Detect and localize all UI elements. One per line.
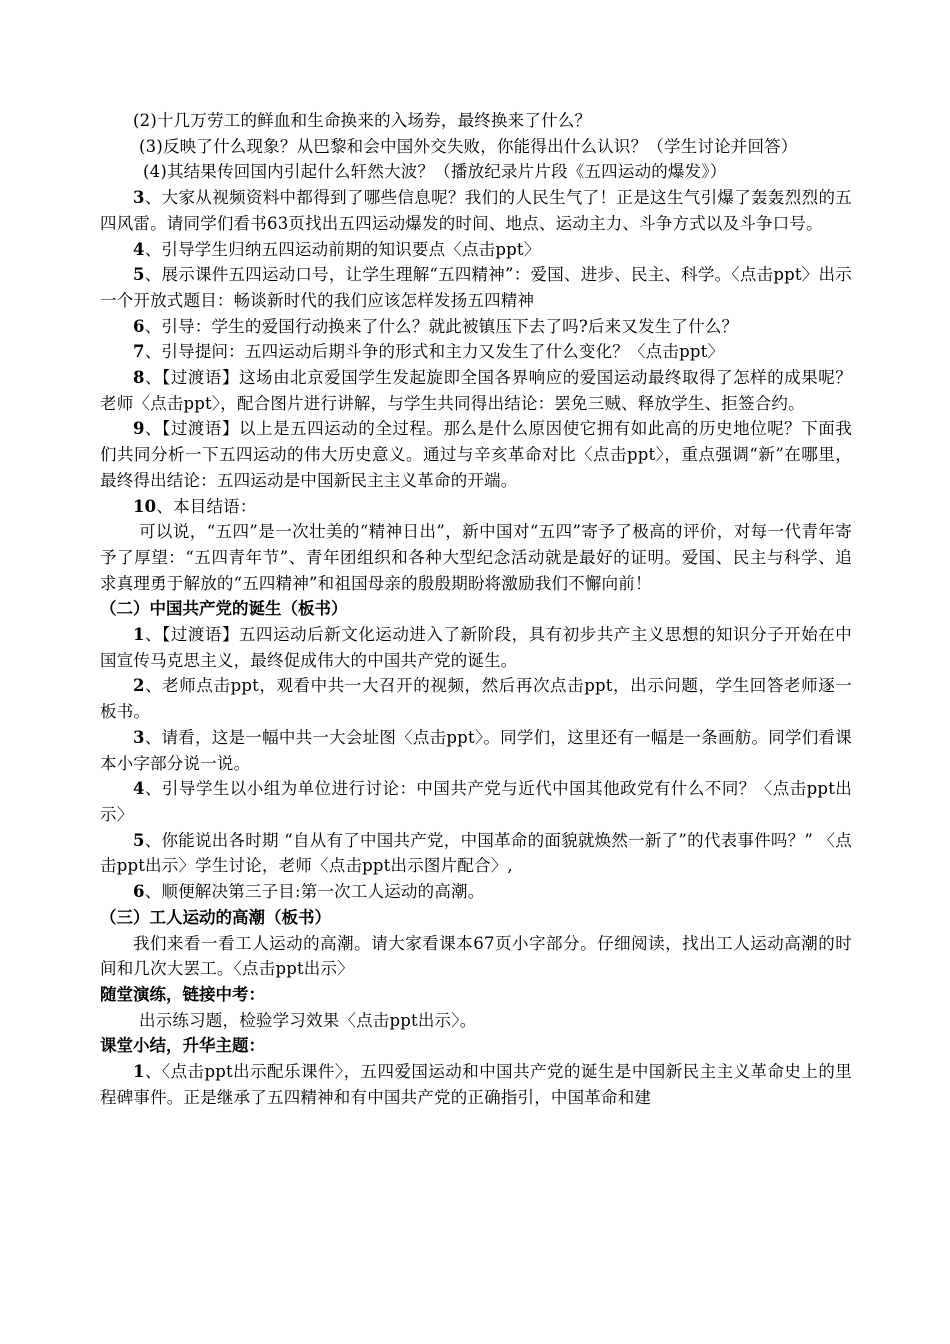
item-number: 8: [133, 368, 145, 388]
paragraph: [100, 365, 869, 416]
paragraph-text: 我们来看一看工人运动的高潮。请大家看课本67页小字部分。仔细阅读，找出工人运动高潮的时间和几次大罢工。〈点击ppt出示〉: [100, 933, 852, 979]
paragraph: [100, 1008, 852, 1034]
paragraph-text: 、你能说出各时期 “自从有了中国共产党，中国革命的面貌就焕然一新了”的代表事件吗？” 〈点击ppt出示〉学生讨论，老师〈点击ppt出示图片配合〉,: [100, 830, 852, 876]
item-number: 3: [133, 727, 145, 747]
item-number: 3: [133, 188, 145, 208]
paragraph-text: (4)其结果传回国内引起什么轩然大波？（播放纪录片片段《五四运动的爆发》）: [143, 162, 727, 182]
paragraph-text: 、引导学生归纳五四运动前期的知识要点〈点击ppt〉: [144, 239, 541, 259]
paragraph: [100, 416, 852, 493]
item-number: 5: [133, 830, 145, 850]
item-number: 4: [133, 239, 145, 259]
paragraph: [100, 828, 852, 879]
paragraph-text: 、大家从视频资料中都得到了哪些信息呢？我们的人民生气了！正是这生气引爆了轰轰烈烈的五四风雷。请同学们看书63页找出五四运动爆发的时间、地点、运动主力、斗争方式以及斗争口号。: [100, 188, 852, 233]
paragraph: [100, 339, 852, 365]
paragraph: [100, 1059, 852, 1110]
paragraph: [100, 314, 852, 340]
paragraph: [100, 725, 852, 776]
item-number: 10: [133, 496, 157, 516]
paragraph-text: 、展示课件五四运动口号，让学生理解“五四精神”：爱国、进步、民主、科学。〈点击ppt〉出示一个开放式题目：畅谈新时代的我们应该怎样发扬五四精神: [100, 265, 852, 310]
paragraph-text: (2)十几万劳工的鲜血和生命换来的入场券，最终换来了什么？: [133, 111, 592, 130]
paragraph-text: 、老师点击ppt，观看中共一大召开的视频，然后再次点击ppt，出示问题，学生回答老师逐一板书。: [100, 676, 852, 722]
paragraph-text: 、本目结语：: [156, 496, 257, 516]
section-heading: [100, 596, 852, 622]
document-page: [100, 108, 869, 1110]
section-heading: [100, 1033, 852, 1059]
item-number: 1: [133, 1062, 145, 1082]
paragraph: [100, 134, 852, 160]
paragraph-text: 、〈点击ppt出示配乐课件〉，五四爱国运动和中国共产党的诞生是中国新民主主义革命史上的里程碑事件。正是继承了五四精神和有中国共产党的正确指引，中国革命和建: [100, 1062, 852, 1107]
paragraph-text: 、引导：学生的爱国行动换来了什么？就此被镇压下去了吗?后来又发生了什么？: [144, 316, 739, 336]
paragraph: [100, 931, 852, 982]
paragraph: [100, 776, 852, 827]
item-number: 6: [133, 882, 145, 902]
paragraph-text: (3)反映了什么现象？从巴黎和会中国外交失败，你能得出什么认识？（学生讨论并回答）: [139, 136, 798, 156]
paragraph-text: （三）工人运动的高潮（板书）: [100, 907, 331, 927]
paragraph-text: 、【过渡语】五四运动后新文化运动进入了新阶段，具有初步共产主义思想的知识分子开始在中国宣传马克思主义，最终促成伟大的中国共产党的诞生。: [100, 625, 852, 670]
paragraph-text: 出示练习题，检验学习效果〈点击ppt出示〉。: [139, 1010, 477, 1030]
section-heading: [100, 905, 852, 931]
paragraph: [100, 237, 852, 263]
item-number: 5: [133, 265, 145, 285]
paragraph-text: 、引导提问：五四运动后期斗争的形式和主力又发生了什么变化？〈点击ppt〉: [144, 342, 725, 362]
paragraph-text: 、请看，这是一幅中共一大会址图〈点击ppt〉。同学们，这里还有一幅是一条画舫。同学们看课本小字部分说一说。: [100, 727, 852, 773]
paragraph: [100, 185, 852, 236]
item-number: 6: [133, 316, 145, 336]
item-number: 2: [133, 676, 145, 696]
paragraph-text: 、【过渡语】这场由北京爱国学生发起旋即全国各界响应的爱国运动最终取得了怎样的成果呢？ 老师〈点击ppt〉，配合图片进行讲解，与学生共同得出结论：罢免三贼、释放学生、拒签合约。: [100, 368, 869, 413]
item-number: 7: [133, 342, 145, 362]
paragraph: [100, 108, 852, 134]
paragraph-text: 、引导学生以小组为单位进行讨论：中国共产党与近代中国其他政党有什么不同？〈点击ppt出示〉: [100, 779, 852, 824]
paragraph: [100, 673, 852, 724]
paragraph: [100, 879, 852, 905]
item-number: 9: [133, 419, 145, 439]
paragraph: [100, 622, 852, 673]
item-number: 4: [133, 779, 145, 799]
section-heading: [100, 982, 852, 1008]
paragraph-text: 随堂演练，链接中考：: [100, 984, 265, 1004]
paragraph: [100, 494, 852, 520]
paragraph-text: 课堂小结，升华主题：: [100, 1036, 265, 1056]
paragraph-text: 、【过渡语】以上是五四运动的全过程。那么是什么原因使它拥有如此高的历史地位呢？下面我们共同分析一下五四运动的伟大历史意义。通过与辛亥革命对比〈点击ppt〉，重点强调“新”在哪里，最终得出结论：五四运动是中国新民主主义革命的开端。: [100, 419, 852, 490]
paragraph-text: 、顺便解决第三子目:第一次工人运动的高潮。: [144, 882, 485, 902]
paragraph-text: （二）中国共产党的诞生（板书）: [100, 599, 348, 619]
paragraph-text: 可以说，“五四”是一次壮美的“精神日出”，新中国对“五四”寄予了极高的评价，对每一代青年寄予了厚望：“五四青年节”、青年团组织和各种大型纪念活动就是最好的证明。爱国、民主与科学、追求真理勇于解放的“五四精神”和祖国母亲的殷殷期盼将激励我们不懈向前！: [100, 522, 852, 593]
paragraph: [100, 519, 852, 596]
paragraph: [100, 262, 852, 313]
paragraph: [100, 159, 852, 185]
item-number: 1: [133, 625, 145, 645]
